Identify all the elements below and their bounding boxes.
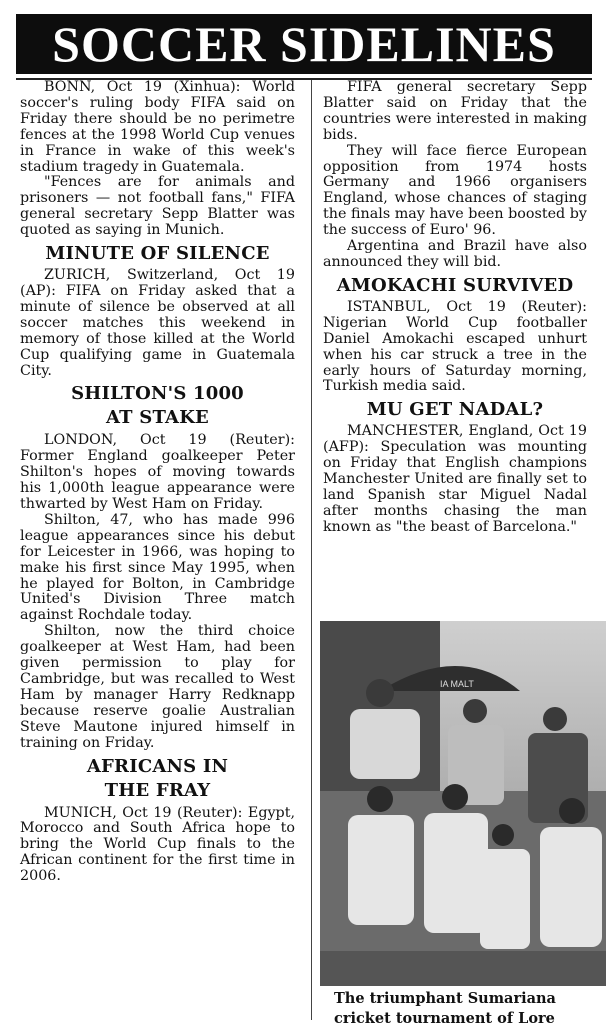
story-paragraph: MANCHESTER, England, Oct 19 (AFP): Speculation was mounting on Friday that English champions Manchester United are finally set to land Spanish star Miguel Nadal after months chasing the man known as "the beast of Barcelona." [323, 423, 587, 535]
umbrella-text: IA MALT [440, 679, 474, 689]
story-paragraph: LONDON, Oct 19 (Reuter): Former England goalkeeper Peter Shilton's hopes of moving towards his 1,000th league appearance were thwarted by West Ham on Friday. [20, 432, 295, 513]
right-column [323, 80, 587, 536]
story-paragraph: FIFA general secretary Sepp Blatter said on Friday that the countries were interested in making bids. [323, 79, 587, 143]
headline-shiltons-1000: SHILTON'S 1000 AT STAKE [71, 383, 244, 429]
left-column [20, 80, 295, 885]
team-photo-image [320, 621, 606, 986]
story-paragraph: Argentina and Brazil have also announced they will bid. [323, 238, 587, 270]
headline-amokachi-survived: AMOKACHI SURVIVED [336, 274, 574, 296]
masthead: SOCCER SIDELINES [16, 14, 592, 74]
story-paragraph: ISTANBUL, Oct 19 (Reuter): Nigerian World Cup footballer Daniel Amokachi escaped unhurt when his car struck a tree in the early hours of Saturday morning, Turkish media said. [323, 298, 587, 395]
caption-line: cricket tournament of Lore [334, 1010, 555, 1027]
story-paragraph: MUNICH, Oct 19 (Reuter): Egypt, Morocco and South Africa hope to bring the World Cup finals to the African continent for the first time in 2006. [20, 804, 295, 885]
story-paragraph: BONN, Oct 19 (Xinhua): World soccer's ruling body FIFA said on Friday there should be no perimetre fences at the 1998 World Cup venues in France in wake of this week's stadium tragedy in Guatemala. [20, 79, 295, 175]
story-paragraph: Shilton, now the third choice goalkeeper at West Ham, had been given permission to play for Cambridge, but was recalled to West Ham by manager Harry Redknapp because reserve goalie Australian Steve Mautone injured himself in training on Friday. [20, 623, 295, 751]
story-paragraph: ZURICH, Switzerland, Oct 19 (AP): FIFA on Friday asked that a minute of silence be observed at all soccer matches this weekend in memory of those killed at the World Cup qualifying game in Guatemala City. [20, 267, 295, 379]
story-paragraph: Shilton, 47, who has made 996 league appearances since his debut for Leicester in 1966, was hoping to make his first since May 1995, when he played for Bolton, in Cambridge United's Division Three match against Rochdale today. [20, 511, 295, 624]
headline-mu-get-nadal: MU GET NADAL? [366, 399, 544, 421]
team-photo [320, 621, 606, 986]
column-divider [311, 80, 312, 1020]
story-paragraph: "Fences are for animals and prisoners — not football fans," FIFA general secretary Sepp Blatter was quoted as saying in Munich. [20, 174, 295, 239]
caption-line: The triumphant Sumariana [334, 990, 556, 1007]
story-paragraph: They will face fierce European opposition from 1974 hosts Germany and 1966 organisers England, whose chances of staging the finals may have been boosted by the success of Euro' 96. [323, 142, 587, 239]
headline-minute-of-silence: MINUTE OF SILENCE [45, 243, 270, 265]
photo-caption [334, 989, 606, 1029]
headline-africans-in-the-fray: AFRICANS IN THE FRAY [86, 755, 229, 801]
